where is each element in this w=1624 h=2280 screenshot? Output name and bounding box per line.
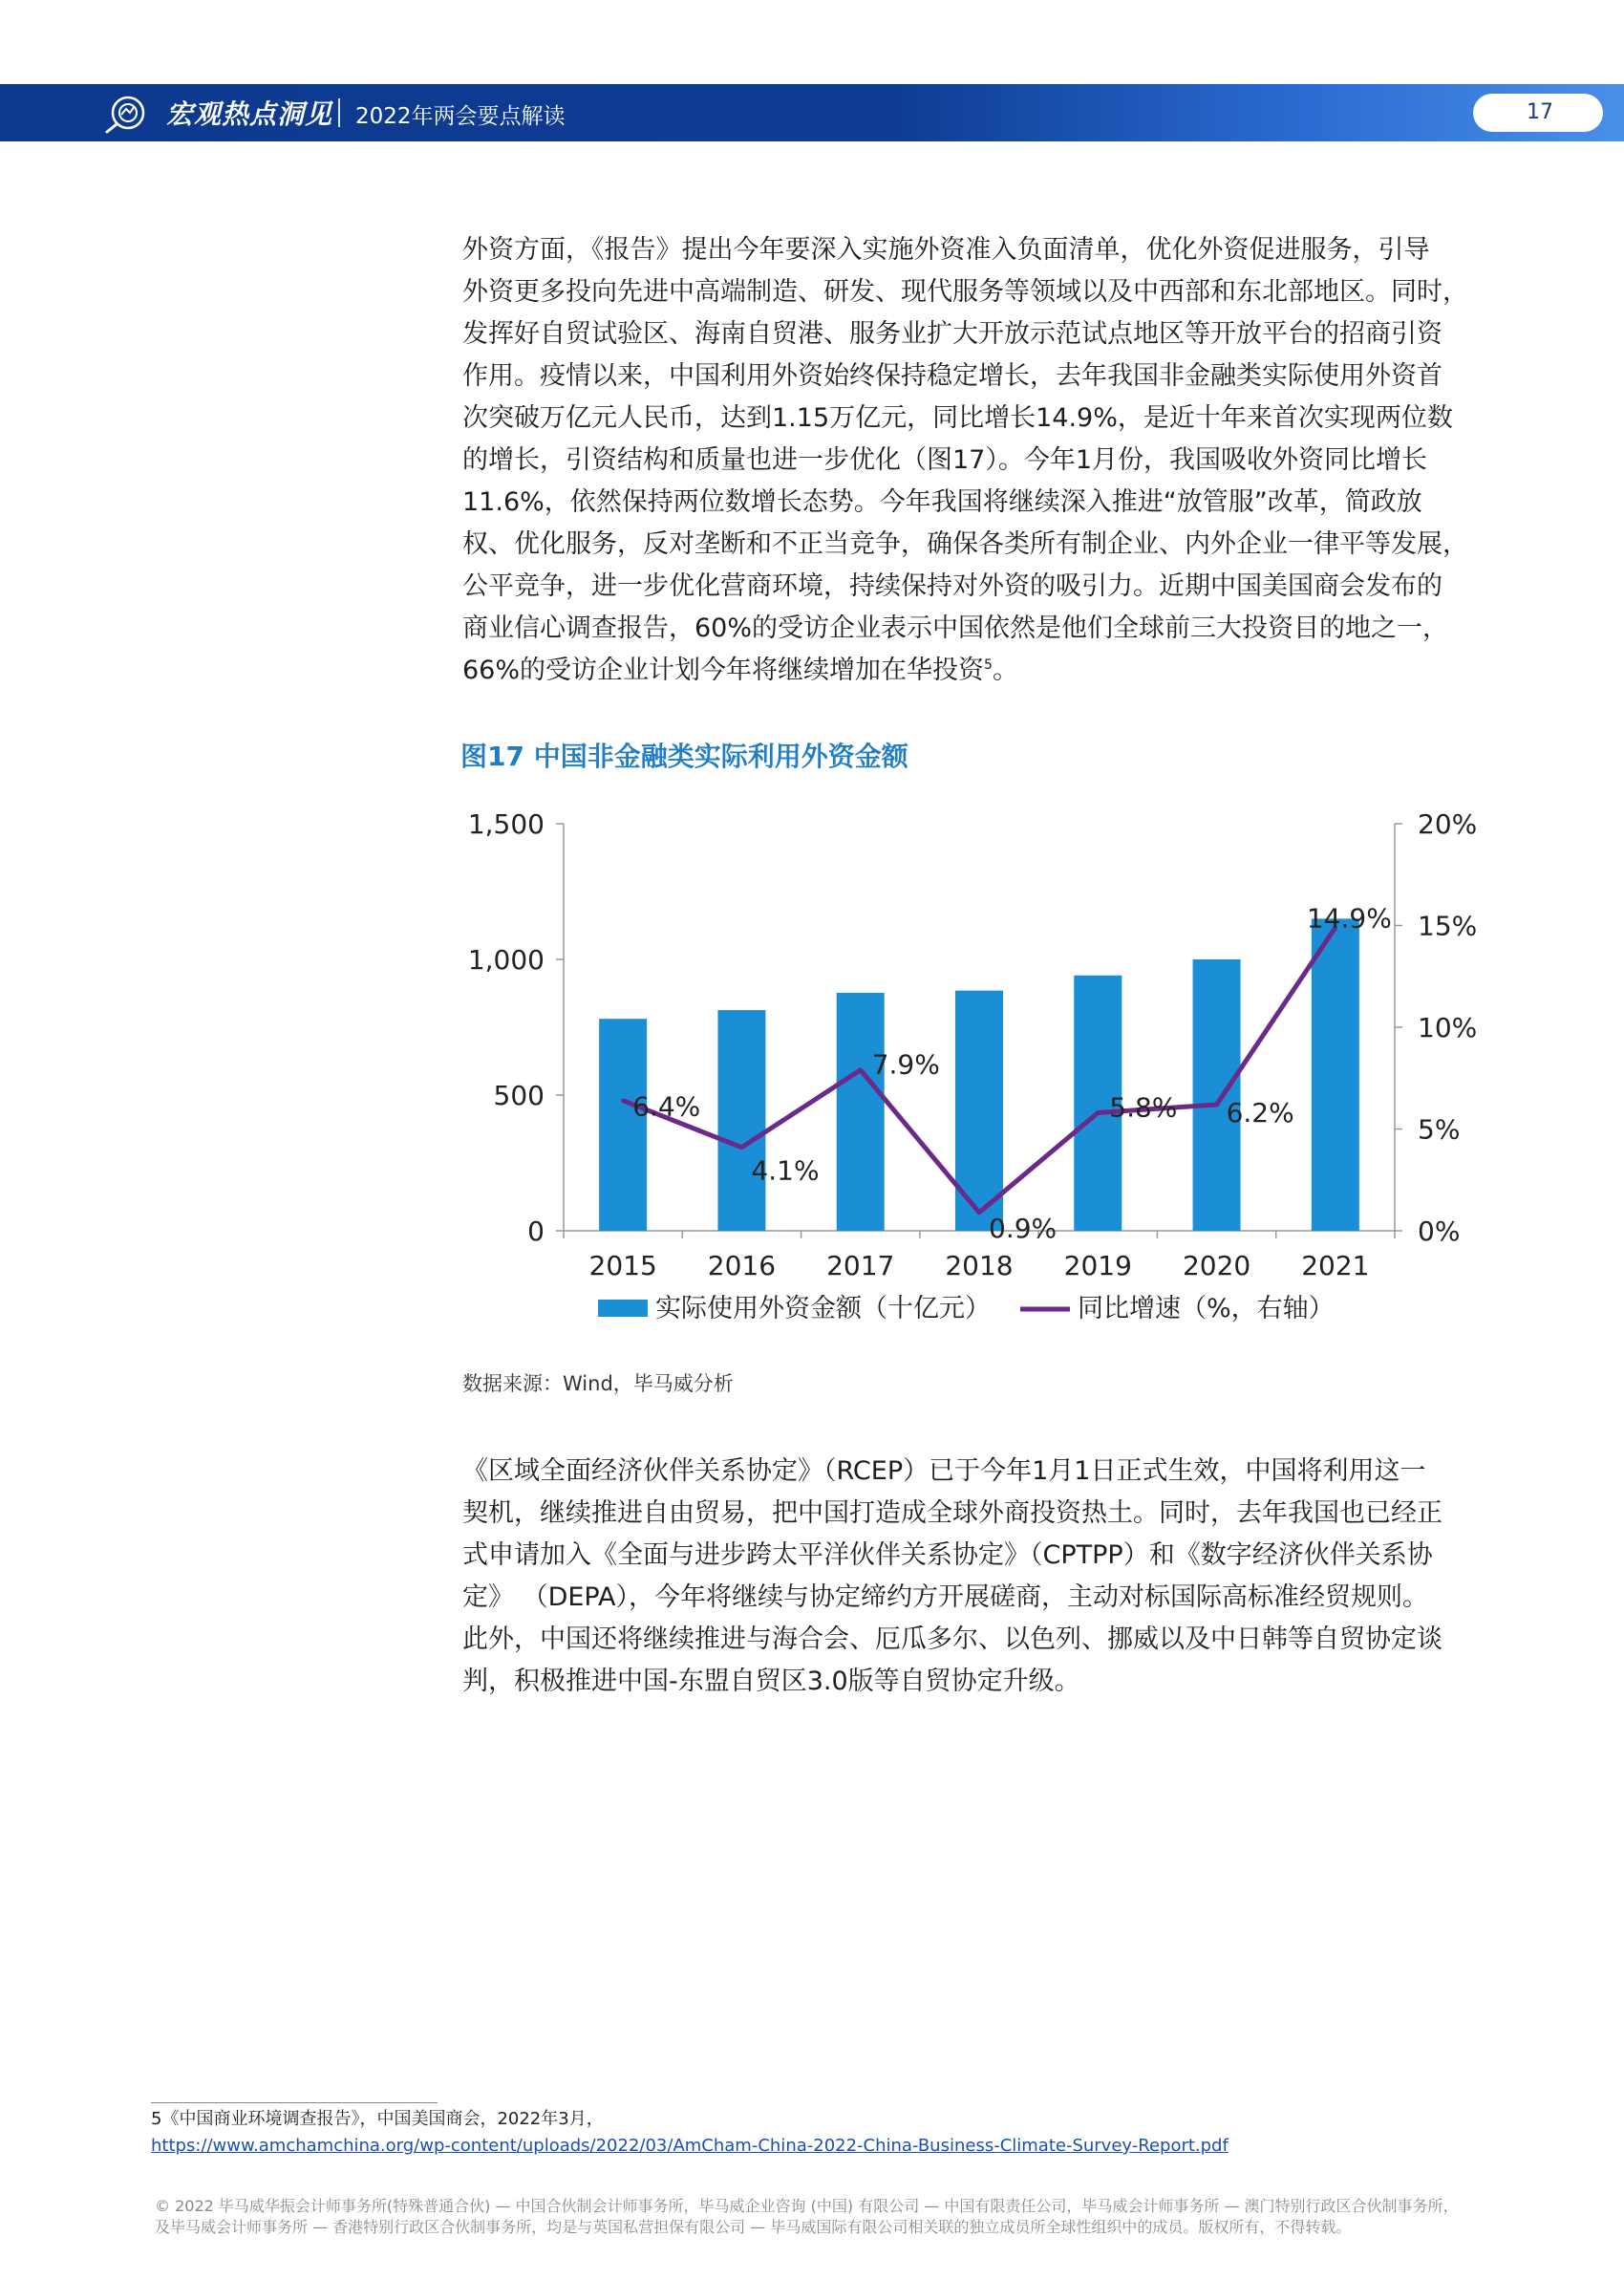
fdi-combo-chart — [420, 793, 1519, 1338]
left-tick-label: 1,000 — [467, 944, 545, 976]
growth-point-2019 — [1096, 1110, 1100, 1114]
legal-line: © 2022 毕马威华振会计师事务所(特殊普通合伙) — 中国合伙制会计师事务所，毕马威企业咨询 (中国) 有限公司 — 中国有限责任公司，毕马威会计师事务所 — 澳门特别行政区合伙制事务所， — [155, 2197, 1459, 2215]
left-tick-label: 500 — [493, 1080, 545, 1111]
paragraph1-line: 11.6%，依然保持两位数增长态势。今年我国将继续深入推进“放管服”改革，简政放 — [462, 487, 1422, 517]
right-tick-label: 15% — [1418, 910, 1478, 942]
legal-disclaimer — [155, 2196, 1483, 2238]
bar-2017 — [837, 993, 885, 1231]
paragraph1-line: 外资方面，《报告》提出今年要深入实施外资准入负面清单，优化外资促进服务，引导 — [462, 235, 1430, 265]
figure-title: 图17 中国非金融类实际利用外资金额 — [460, 741, 908, 772]
paragraph2-line: 《区域全面经济伙伴关系协定》（RCEP）已于今年1月1日正式生效，中国将利用这一 — [462, 1456, 1426, 1486]
legend-bar-swatch — [598, 1300, 648, 1317]
bar-2021 — [1312, 918, 1359, 1231]
paragraph1-line: 权、优化服务，反对垄断和不正当竞争，确保各类所有制企业、内外企业一律平等发展， — [462, 529, 1468, 559]
footnote-text: 5《中国商业环境调查报告》，中国美国商会，2022年3月， — [151, 2109, 604, 2129]
growth-data-label: 0.9% — [989, 1212, 1058, 1244]
report-subtitle: 2022年两会要点解读 — [355, 104, 566, 129]
paragraph2-line: 式申请加入《全面与进步跨太平洋伙伴关系协定》（CPTPP）和《数字经济伙伴关系协 — [462, 1540, 1433, 1570]
x-tick-label: 2015 — [588, 1250, 657, 1281]
paragraph1-line: 外资更多投向先进中高端制造、研发、现代服务等领域以及中西部和东北部地区。同时， — [462, 277, 1468, 307]
brand-title: 宏观热点洞见 — [166, 98, 333, 130]
growth-data-label: 4.1% — [751, 1154, 820, 1187]
brand-logo-icon — [103, 92, 149, 134]
growth-data-label: 5.8% — [1109, 1091, 1178, 1124]
left-tick-label: 1,500 — [467, 808, 545, 840]
growth-data-label: 7.9% — [871, 1048, 940, 1081]
x-tick-label: 2017 — [826, 1250, 895, 1281]
right-tick-label: 10% — [1418, 1012, 1478, 1043]
paragraph1-line: 商业信心调查报告，60%的受访企业表示中国依然是他们全球前三大投资目的地之一， — [462, 613, 1449, 643]
paragraph-foreign-investment — [462, 229, 1496, 692]
growth-point-2020 — [1215, 1103, 1219, 1107]
footnote-ref: 5 — [984, 657, 993, 673]
paragraph1-line: 的增长，引资结构和质量也进一步优化（图17）。今年1月份，我国吸收外资同比增长 — [462, 445, 1428, 475]
footnote — [151, 2106, 1229, 2160]
right-tick-label: 5% — [1418, 1113, 1461, 1146]
header-separator — [338, 98, 340, 127]
bar-2020 — [1193, 959, 1241, 1231]
bar-2016 — [717, 1010, 765, 1231]
x-tick-label: 2020 — [1182, 1250, 1251, 1281]
paragraph2-line: 此外，中国还将继续推进与海合会、厄瓜多尔、以色列、挪威以及中日韩等自贸协定谈 — [462, 1624, 1442, 1654]
x-tick-label: 2016 — [707, 1250, 777, 1281]
page-number: 17 — [1527, 100, 1553, 124]
legend-line-label: 同比增速（%，右轴） — [1078, 1294, 1335, 1323]
figure-source: 数据来源：Wind，毕马威分析 — [462, 1372, 734, 1395]
footnote-rule — [151, 2102, 438, 2103]
paragraph-rcep — [462, 1451, 1496, 1703]
paragraph2-line: 定》 （DEPA），今年将继续与协定缔约方开展磋商，主动对标国际高标准经贸规则。 — [462, 1582, 1428, 1612]
right-tick-label: 0% — [1418, 1215, 1461, 1247]
paragraph1-line: 公平竞争，进一步优化营商环境，持续保持对外资的吸引力。近期中国美国商会发布的 — [462, 571, 1442, 601]
legend-bar-label: 实际使用外资金额（十亿元） — [655, 1294, 991, 1323]
paragraph2-line: 判，积极推进中国-东盟自贸区3.0版等自贸协定升级。 — [462, 1667, 1080, 1696]
growth-data-label: 6.2% — [1226, 1096, 1294, 1129]
header-banner — [0, 84, 1624, 141]
paragraph1-line: 发挥好自贸试验区、海南自贸港、服务业扩大开放示范试点地区等开放平台的招商引资 — [462, 319, 1442, 349]
paragraph2-line: 契机，继续推进自由贸易，把中国打造成全球外商投资热土。同时，去年我国也已经正 — [462, 1498, 1442, 1528]
legal-line: 及毕马威会计师事务所 — 香港特别行政区合伙制事务所，均是与英国私营担保有限公司 — 毕马威国际有限公司相关联的独立成员所全球性组织中的成员。版权所有，不得转载。 — [155, 2218, 1352, 2236]
x-tick-label: 2018 — [945, 1250, 1014, 1281]
growth-point-2015 — [621, 1099, 625, 1103]
growth-point-2018 — [977, 1211, 981, 1215]
bar-2015 — [599, 1019, 647, 1231]
paragraph1-line: 66%的受访企业计划今年将继续增加在华投资$^5$。 — [462, 656, 1018, 685]
right-tick-label: 20% — [1418, 808, 1478, 840]
x-tick-label: 2019 — [1063, 1250, 1132, 1281]
x-tick-label: 2021 — [1301, 1250, 1370, 1281]
paragraph1-line: 次突破万亿元人民币，达到1.15万亿元，同比增长14.9%，是近十年来首次实现两位数 — [462, 403, 1453, 433]
growth-data-label: 14.9% — [1306, 902, 1392, 935]
growth-point-2016 — [739, 1146, 743, 1150]
left-tick-label: 0 — [527, 1215, 545, 1247]
growth-data-label: 6.4% — [632, 1090, 701, 1123]
paragraph1-line: 作用。疫情以来，中国利用外资始终保持稳定增长，去年我国非金融类实际使用外资首 — [462, 361, 1442, 391]
footnote-link[interactable]: https://www.amchamchina.org/wp-content/uploads/2022/03/AmCham-China-2022-China-Business-Climate-Survey-Report.pdf — [151, 2136, 1229, 2156]
growth-point-2017 — [859, 1068, 863, 1072]
